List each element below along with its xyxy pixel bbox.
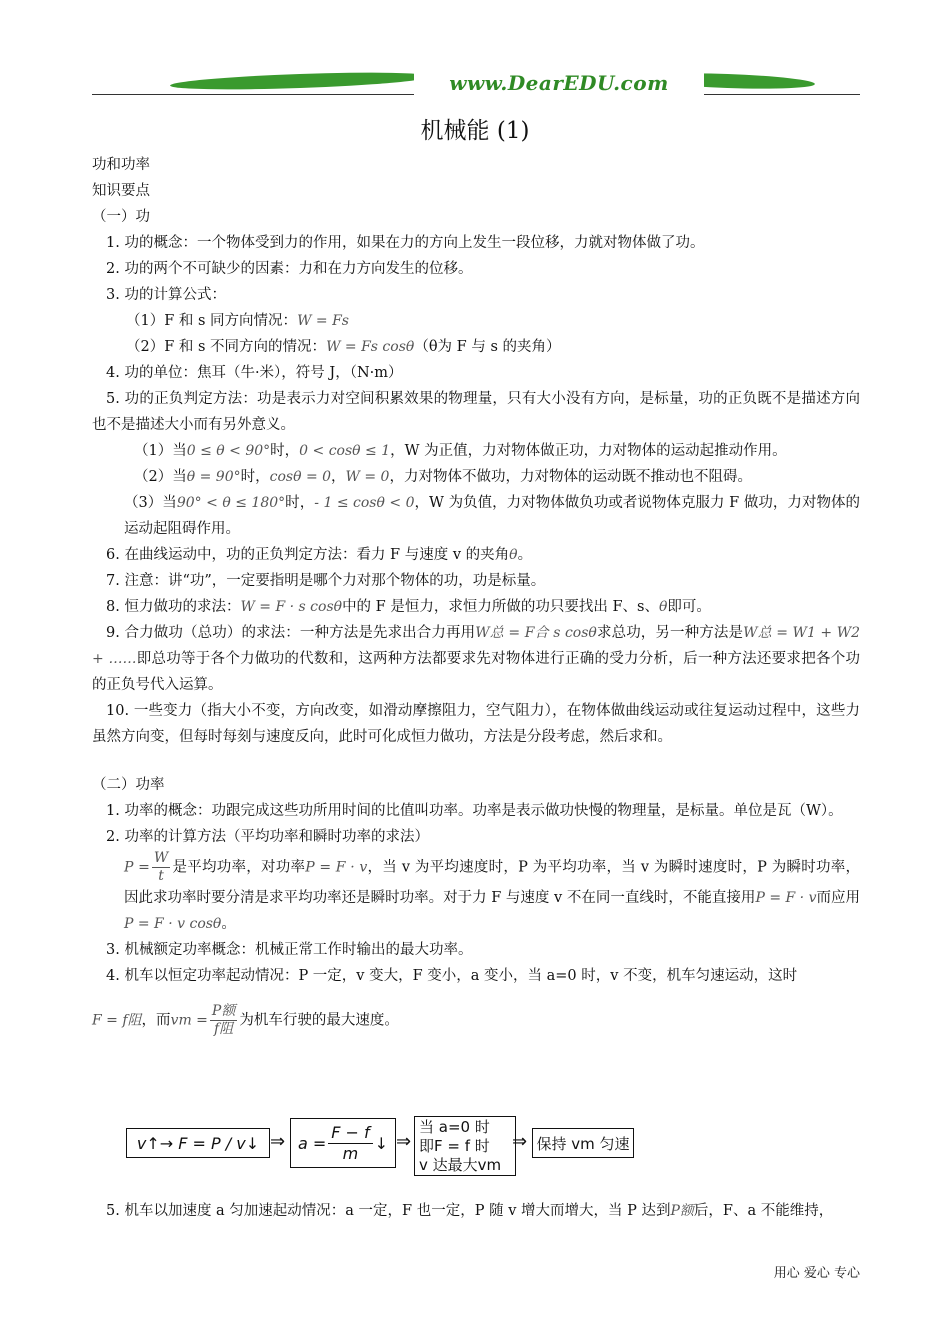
formula: W总 = F合 s cosθ bbox=[475, 625, 597, 641]
page-title: 机械能 (1) bbox=[420, 118, 530, 144]
paragraph: 1. 功率的概念：功跟完成这些功所用时间的比值叫功率。功率是表示做功快慢的物理量，是标量。单位是瓦（W）。 bbox=[106, 803, 843, 819]
formula: 0 ≤ θ < 90° bbox=[186, 443, 271, 459]
formula: W = Fs bbox=[297, 313, 349, 329]
paragraph: 8. 恒力做功的求法：W = F · s cosθ中的 F 是恒力，求恒力所做的功只要找出 F、s、θ即可。 bbox=[106, 599, 711, 615]
formula: P = F · v cosθ bbox=[124, 916, 222, 932]
paragraph: （3）当90° < θ ≤ 180°时，- 1 ≤ cosθ < 0，W 为负值，力对物体做负功或者说物体克服力 F 做功，力对物体的运动起阻碍作用。 bbox=[124, 495, 861, 537]
paragraph: 2. 功率的计算方法（平均功率和瞬时功率的求法） bbox=[106, 829, 429, 845]
formula: cosθ = 0 bbox=[269, 469, 332, 485]
site-logo: www.DearEDU.com bbox=[414, 71, 704, 95]
paragraph: 3. 功的计算公式： bbox=[106, 287, 226, 303]
paragraph: 3. 机械额定功率概念：机械正常工作时输出的最大功率。 bbox=[106, 942, 473, 958]
part1-heading: （一）功 bbox=[92, 209, 150, 225]
formula: W = Fs cosθ bbox=[326, 339, 415, 355]
paragraph: （2）F 和 s 不同方向的情况：W = Fs cosθ（θ为 F 与 s 的夹角） bbox=[126, 339, 561, 355]
fraction: $\frac{W}{t}$ bbox=[153, 850, 169, 884]
flow-diagram bbox=[126, 1116, 646, 1176]
paragraph: 7. 注意：讲“功”，一定要指明是哪个力对那个物体的功，功是标量。 bbox=[106, 573, 546, 589]
flow-box-4: 保持 vm 匀速 bbox=[532, 1128, 634, 1158]
implies-arrow: ⇒ bbox=[396, 1131, 412, 1152]
flow-box-2: a = $\frac{F - f}{m}$ ↓ bbox=[290, 1118, 396, 1168]
flow-box-1: v↑→ F = P / v↓ bbox=[126, 1128, 270, 1158]
formula: W = 0 bbox=[345, 469, 390, 485]
formula: θ = 90° bbox=[186, 469, 241, 485]
section-heading: 功和功率 bbox=[92, 157, 150, 173]
paragraph: 10. 一些变力（指大小不变，方向改变，如滑动摩擦阻力，空气阻力），在物体做曲线运动或往复运动过程中，这些力虽然方向变，但每时每刻与速度反向，此时可化成恒力做功，方法是分段考虑，然后求和。 bbox=[92, 703, 860, 745]
paragraph: 4. 功的单位：焦耳（牛·米），符号 J，（N·m） bbox=[106, 365, 403, 381]
implies-arrow: ⇒ bbox=[270, 1131, 286, 1152]
formula: - 1 ≤ cosθ < 0 bbox=[314, 495, 415, 511]
paragraph: 5. 机车以加速度 a 匀加速起动情况：a 一定，F 也一定，P 随 v 增大而增大，当 P 达到P额后，F、a 不能维持， bbox=[106, 1203, 834, 1219]
paragraph: F = f阻，而vm = $\frac{\text{P额}}{\text{f阻}}$ 为机车行驶的最大速度。 bbox=[92, 1003, 399, 1037]
fraction: $\frac{\text{P额}}{\text{f阻}}$ bbox=[211, 1003, 236, 1037]
formula: F = f阻 bbox=[92, 1012, 142, 1029]
paragraph: 4. 机车以恒定功率起动情况：P 一定，v 变大，F 变小，a 变小，当 a=0 时，v 不变，机车匀速运动，这时 bbox=[106, 968, 798, 984]
paragraph: 9. 合力做功（总功）的求法：一种方法是先求出合力再用W总 = F合 s cosθ求总功，另一种方法是W总 = W1 + W2 + ……即总功等于各个力做功的代数和，这两种方法都要求先对物体进行正确的受力分析，后一种方法还要求把各个功的正负号代入运算。 bbox=[92, 625, 861, 693]
paragraph: P = $\frac{W}{t}$ 是平均功率，对功率P = F · v，当 v 为平均速度时，P 为平均功率，当 v 为瞬时速度时，P 为瞬时功率，因此求功率时要分清是求平均功率还是瞬时功率。对于力 F 与速度 v 不在同一直线时，不能直接用P = F · v而应用P = F · v cosθ。 bbox=[124, 850, 861, 932]
formula: P = F · v bbox=[755, 890, 817, 906]
paragraph: 6. 在曲线运动中，功的正负判定方法：看力 F 与速度 v 的夹角θ。 bbox=[106, 547, 533, 563]
paragraph: （1）F 和 s 同方向情况：W = Fs bbox=[126, 313, 349, 329]
formula: P = F · v bbox=[305, 859, 368, 876]
paragraph: 2. 功的两个不可缺少的因素：力和在力方向发生的位移。 bbox=[106, 261, 473, 277]
flow-box-3: 当 a=0 时 即F = f 时 v 达最大vm bbox=[414, 1116, 516, 1176]
leaf-decoration-left bbox=[170, 69, 430, 92]
paragraph: （1）当0 ≤ θ < 90°时，0 < cosθ ≤ 1，W 为正值，力对物体做正功，力对物体的运动起推动作用。 bbox=[134, 443, 787, 459]
paragraph: 1. 功的概念：一个物体受到力的作用，如果在力的方向上发生一段位移，力就对物体做了功。 bbox=[106, 235, 705, 251]
document-body bbox=[92, 152, 860, 1048]
formula: 90° < θ ≤ 180° bbox=[176, 495, 286, 511]
formula: W = F · s cosθ bbox=[240, 599, 343, 615]
formula: P额 bbox=[670, 1203, 694, 1219]
implies-arrow: ⇒ bbox=[512, 1131, 528, 1152]
subsection-heading: 知识要点 bbox=[92, 183, 150, 199]
paragraph: （2）当θ = 90°时，cosθ = 0，W = 0，力对物体不做功，力对物体的运动既不推动也不阻碍。 bbox=[134, 469, 752, 485]
formula: θ bbox=[658, 599, 668, 615]
page-header bbox=[92, 70, 860, 100]
document-body-continued bbox=[92, 1198, 860, 1224]
formula: 0 < cosθ ≤ 1 bbox=[299, 443, 391, 459]
part2-heading: （二）功率 bbox=[92, 777, 165, 793]
paragraph: 5. 功的正负判定方法：功是表示力对空间积累效果的物理量，只有大小没有方向，是标量，功的正负既不是描述方向也不是描述大小而有另外意义。 bbox=[92, 391, 860, 433]
formula: θ bbox=[509, 547, 518, 563]
page-footer: 用心 爱心 专心 bbox=[773, 1266, 860, 1281]
formula: W总 = W1 + W2 + …… bbox=[92, 625, 861, 667]
